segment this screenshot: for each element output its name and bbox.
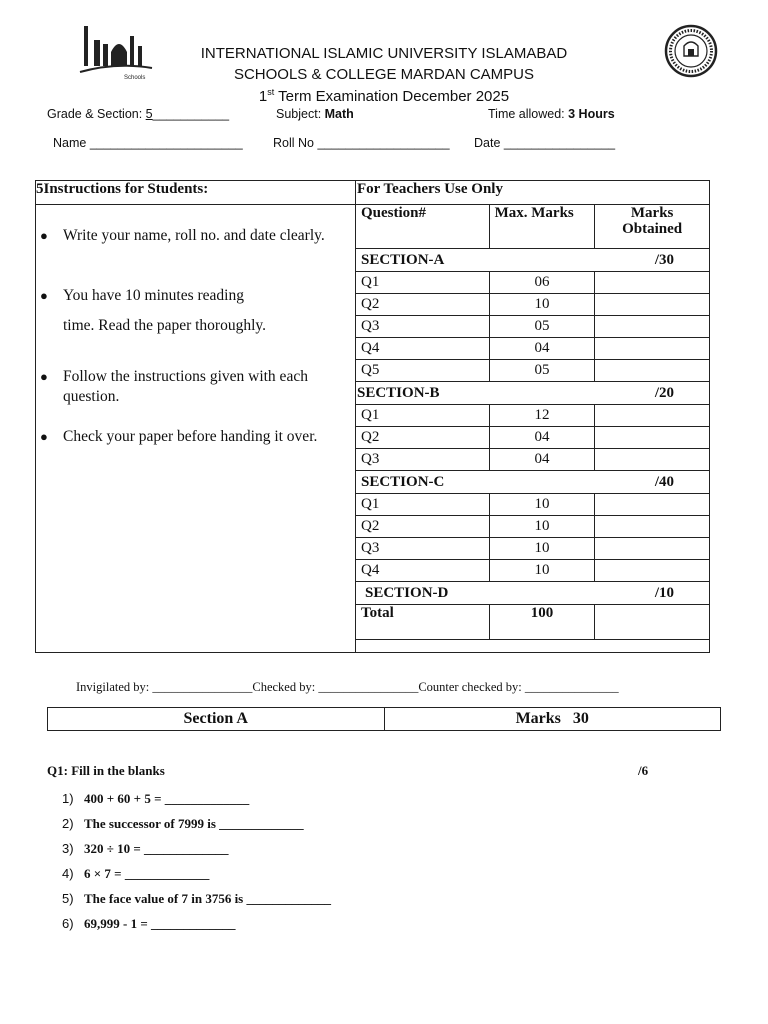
obtained-cell[interactable]	[595, 316, 710, 338]
table-row: Q3 04	[356, 449, 710, 471]
bullet-icon: ●	[40, 429, 48, 444]
grade-section: Grade & Section: 5___________	[47, 107, 230, 121]
instructions-title-rule	[35, 204, 356, 205]
q1-marks: /6	[638, 763, 649, 778]
subject: Subject: Math	[276, 107, 354, 121]
question-item: 5) The face value of 7 in 3756 is _____________	[62, 891, 331, 906]
section-b-row: SECTION-B /20	[356, 382, 710, 405]
obtained-cell[interactable]	[595, 338, 710, 360]
section-a-bar	[47, 707, 721, 731]
question-item: 3) 320 ÷ 10 = _____________	[62, 841, 229, 856]
obtained-cell[interactable]	[595, 494, 710, 516]
col-question: Question#	[356, 205, 490, 249]
table-row: Q3 10	[356, 538, 710, 560]
obtained-cell[interactable]	[595, 360, 710, 382]
table-row: Q4 04	[356, 338, 710, 360]
header-exam-title: 1st Term Examination December 2025	[258, 87, 510, 105]
header-campus-name: SCHOOLS & COLLEGE MARDAN CAMPUS	[233, 66, 535, 83]
bullet-icon: ●	[40, 369, 48, 384]
obtained-cell[interactable]	[595, 405, 710, 427]
name-field[interactable]: Name ______________________	[53, 136, 243, 150]
obtained-cell[interactable]	[595, 427, 710, 449]
obtained-total-cell[interactable]	[595, 605, 710, 640]
section-a-title: Section A	[183, 710, 248, 727]
table-row: Q2 04	[356, 427, 710, 449]
teachers-title: For Teachers Use Only	[357, 181, 503, 197]
section-a-marks: Marks 30	[384, 708, 721, 730]
total-row	[356, 605, 710, 640]
marks-table-header	[356, 205, 710, 249]
svg-text:Schools: Schools	[124, 75, 146, 81]
table-row: Q3 05	[356, 316, 710, 338]
table-row: Q2 10	[356, 516, 710, 538]
section-a-row: SECTION-A /30	[356, 249, 710, 272]
table-row: Q1 10	[356, 494, 710, 516]
signature-line[interactable]: Invigilated by: ________________Checked by: ________________Counter checked by: _______________	[76, 680, 619, 694]
marks-table	[355, 204, 710, 640]
obtained-cell[interactable]	[595, 294, 710, 316]
bullet-icon: ●	[40, 288, 48, 303]
question-item: 1) 400 + 60 + 5 = _____________	[62, 791, 250, 806]
date-field[interactable]: Date ________________	[474, 136, 616, 150]
obtained-cell[interactable]	[595, 538, 710, 560]
q1-title: Q1: Fill in the blanks	[47, 763, 165, 778]
instructions-title: 5Instructions for Students:	[36, 181, 209, 197]
table-row: Q1 12	[356, 405, 710, 427]
section-d-row: SECTION-D /10	[356, 582, 710, 605]
obtained-cell[interactable]	[595, 449, 710, 471]
roll-no-field[interactable]: Roll No ___________________	[273, 136, 450, 150]
col-marks-obtained: Marks Obtained	[595, 205, 710, 249]
obtained-cell[interactable]	[595, 272, 710, 294]
section-c-row: SECTION-C /40	[356, 471, 710, 494]
question-item: 6) 69,999 - 1 = _____________	[62, 916, 236, 931]
header-university-name: INTERNATIONAL ISLAMIC UNIVERSITY ISLAMABAD	[200, 45, 568, 62]
question-item: 4) 6 × 7 = _____________	[62, 866, 210, 881]
time-allowed: Time allowed: 3 Hours	[488, 107, 615, 121]
table-row: Q4 10	[356, 560, 710, 582]
col-max-marks: Max. Marks	[489, 205, 595, 249]
total-label: Total	[356, 605, 490, 640]
question-item: 2) The successor of 7999 is _____________	[62, 816, 304, 831]
bullet-icon: ●	[40, 228, 48, 243]
obtained-cell[interactable]	[595, 516, 710, 538]
table-row: Q2 10	[356, 294, 710, 316]
table-row: Q1 06	[356, 272, 710, 294]
table-row: Q5 05	[356, 360, 710, 382]
obtained-cell[interactable]	[595, 560, 710, 582]
total-value: 100	[489, 605, 595, 640]
